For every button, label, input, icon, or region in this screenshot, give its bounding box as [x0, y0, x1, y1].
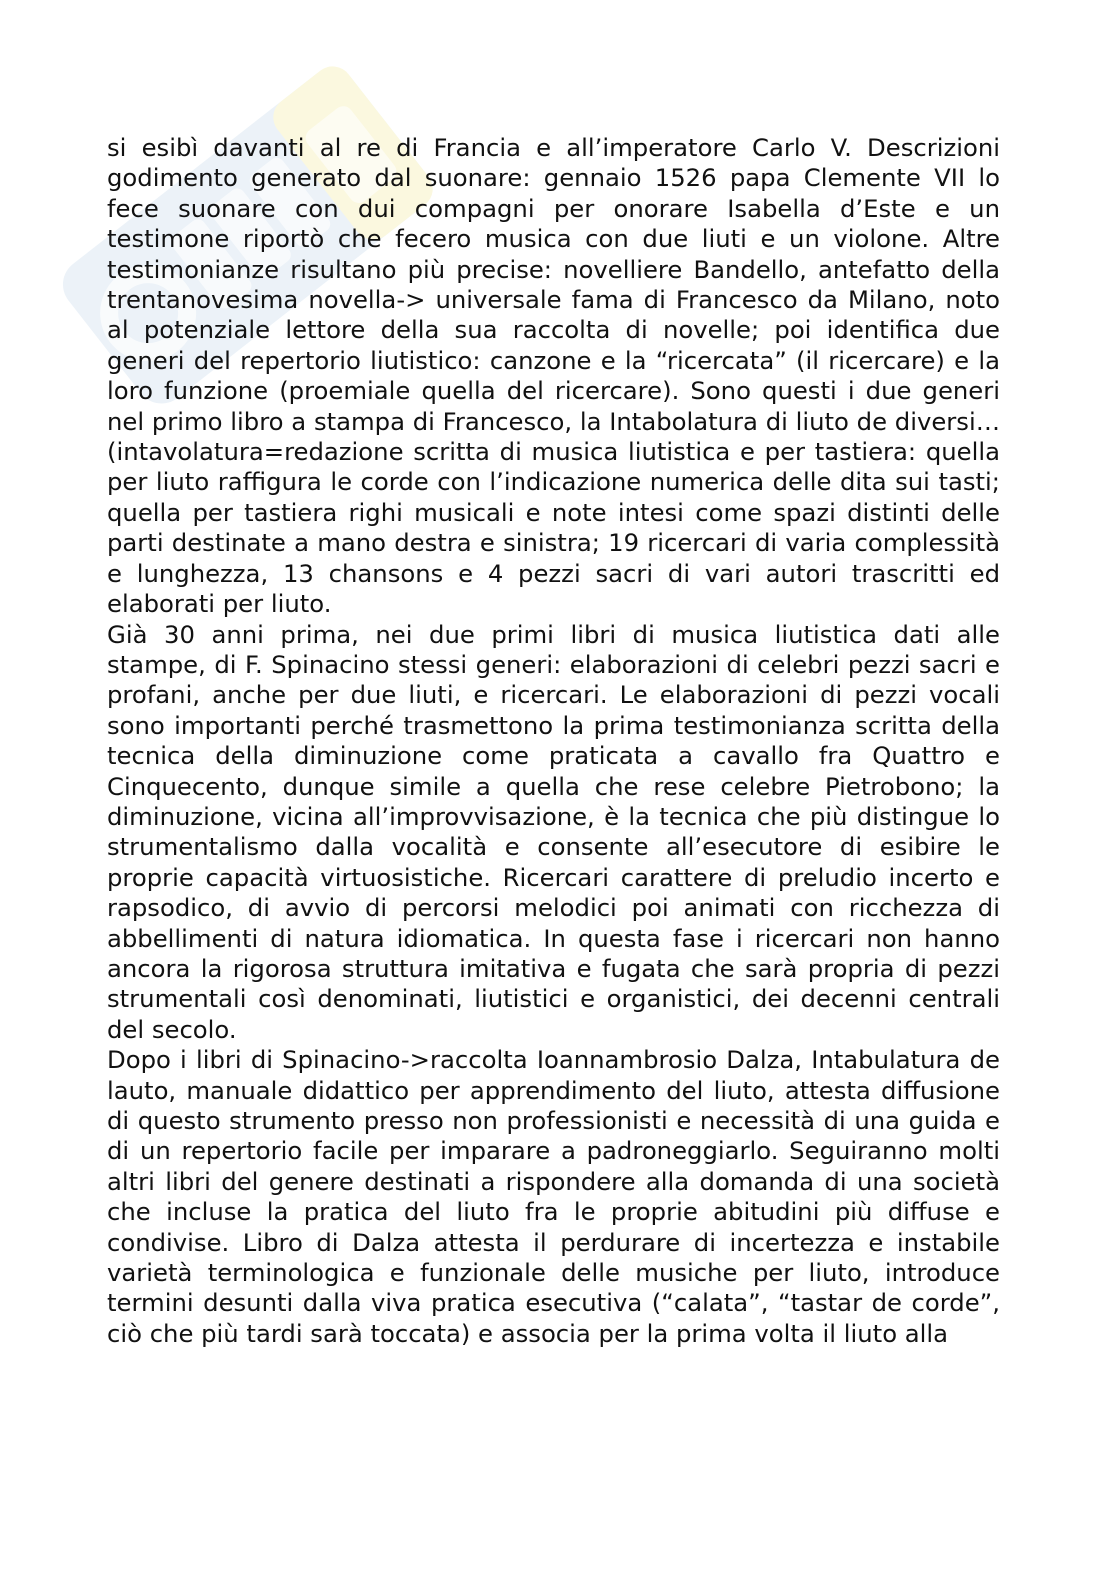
paragraph-2: Già 30 anni prima, nei due primi libri di musica liutistica dati alle stampe, di F. Spinacino stessi generi: elaborazioni di celebri pezzi sacri e profani, anche per due liuti, e ricercari. Le elaborazioni di pezzi vocali sono importanti perché trasmettono la prima testimonianza scritta della tecnica della diminuzione come praticata a cavallo fra Quattro e Cinquecento, dunque simile a quella che rese celebre Pietrobono; la diminuzione, vicina all’improvvisazione, è la tecnica che più distingue lo strumentalismo dalla vocalità e consente all’esecutore di esibire le proprie capacità virtuosistiche. Ricercari carattere di preludio incerto e rapsodico, di avvio di percorsi melodici poi animati con ricchezza di abbellimenti di natura idiomatica. In questa fase i ricercari non hanno ancora la rigorosa struttura imitativa e fugata che sarà propria di pezzi strumentali così denominati, liutistici e organistici, dei decenni centrali del secolo. — [107, 619, 1000, 1044]
paragraph-1: si esibì davanti al re di Francia e all’imperatore Carlo V. Descrizioni godimento generato dal suonare: gennaio 1526 papa Clemente VII lo fece suonare con dui compagni per onorare Isabella d’Este e un testimone riportò che fecero musica con due liuti e un violone. Altre testimonianze risultano più precise: novelliere Bandello, antefatto della trentanovesima novella-> universale fama di Francesco da Milano, noto al potenziale lettore della sua raccolta di novelle; poi identifica due generi del repertorio liutistico: canzone e la “ricercata” (il ricercare) e la loro funzione (proemiale quella del ricercare). Sono questi i due generi nel primo libro a stampa di Francesco, la Intabolatura di liuto de diversi… (intavolatura=redazione scritta di musica liutistica e per tastiera: quella per liuto raffigura le corde con l’indicazione numerica delle dita sui tasti; quella per tastiera righi musicali e note intesi come spazi distinti delle parti destinate a mano destra e sinistra; 19 ricercari di varia complessità e lunghezza, 13 chansons e 4 pezzi sacri di vari autori trascritti ed elaborati per liuto. — [107, 133, 1000, 619]
document-body — [107, 133, 1000, 1349]
paragraph-3: Dopo i libri di Spinacino->raccolta Ioannambrosio Dalza, Intabulatura de lauto, manuale didattico per apprendimento del liuto, attesta diffusione di questo strumento presso non professionisti e necessità di una guida e di un repertorio facile per imparare a padroneggiarlo. Seguiranno molti altri libri del genere destinati a rispondere alla domanda di una società che incluse la pratica del liuto fra le proprie abitudini più diffuse e condivise. Libro di Dalza attesta il perdurare di incertezza e instabile varietà terminologica e funzionale delle musiche per liuto, introduce termini desunti dalla viva pratica esecutiva (“calata”, “tastar de corde”, ciò che più tardi sarà toccata) e associa per la prima volta il liuto alla — [107, 1045, 1000, 1348]
